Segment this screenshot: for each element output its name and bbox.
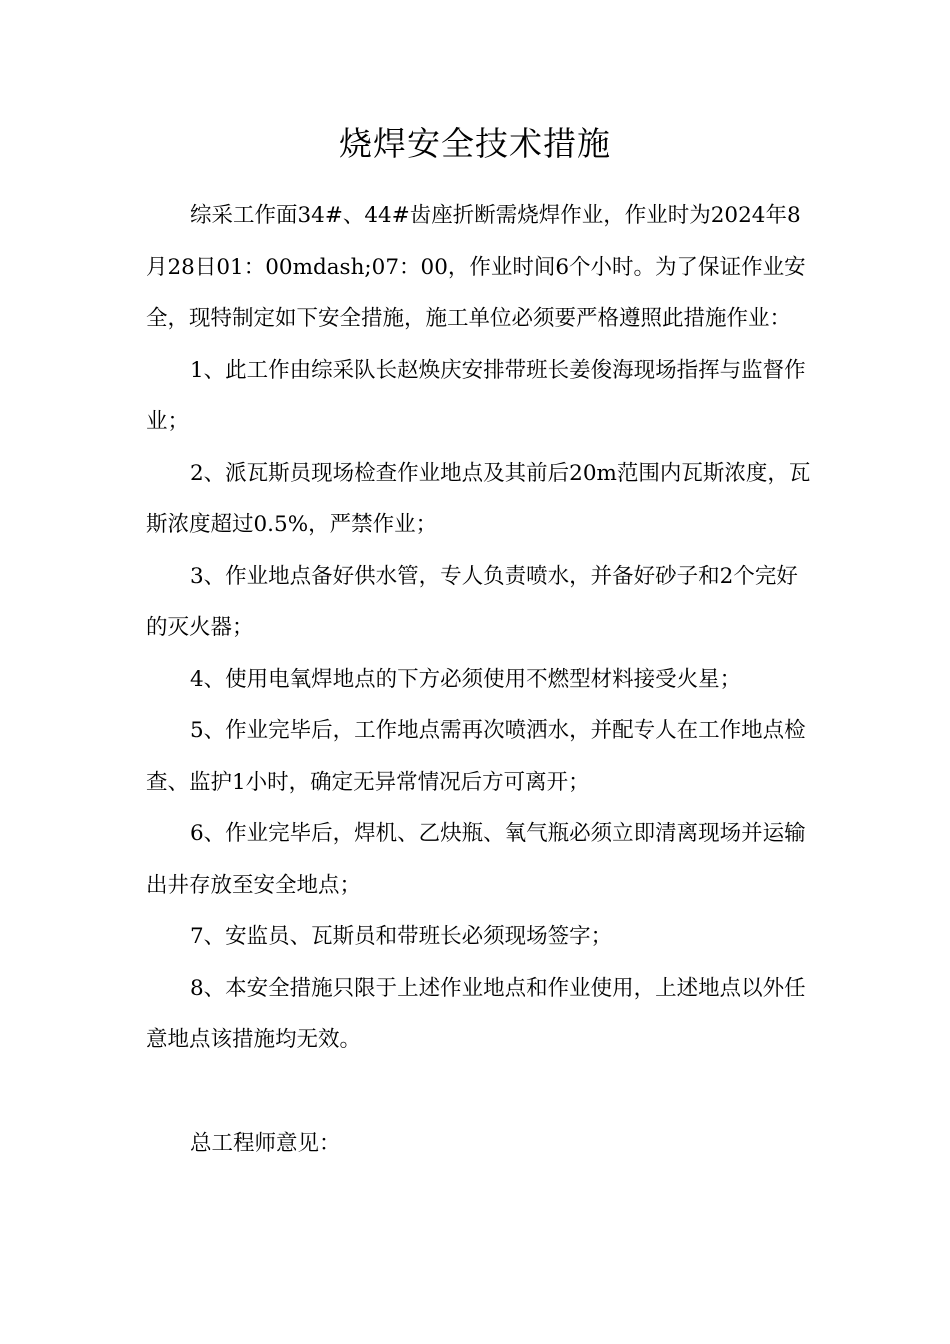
measure-item-1: 1、此工作由综采队长赵焕庆安排带班长姜俊海现场指挥与监督作业； <box>146 357 806 434</box>
measure-item-3: 3、作业地点备好供水管，专人负责喷水，并备好砂子和2个完好的灭火器； <box>146 563 798 640</box>
measure-item-2: 2、派瓦斯员现场检查作业地点及其前后20m范围内瓦斯浓度，瓦斯浓度超过0.5%，严禁作业； <box>146 460 811 537</box>
measure-item-4: 4、使用电氧焊地点的下方必须使用不燃型材料接受火星； <box>190 666 742 692</box>
measure-item-7: 7、安监员、瓦斯员和带班长必须现场签字； <box>190 924 613 949</box>
document-title: 烧焊安全技术措施 <box>339 124 611 163</box>
chief-engineer-opinion-label: 总工程师意见： <box>190 1130 341 1156</box>
document-body <box>146 190 811 1169</box>
measure-item-8: 8、本安全措施只限于上述作业地点和作业使用，上述地点以外任意地点该措施均无效。 <box>146 975 806 1052</box>
measure-item-5: 5、作业完毕后，工作地点需再次喷洒水，并配专人在工作地点检查、监护1小时，确定无异常情况后方可离开； <box>146 718 806 795</box>
spacer <box>146 1066 811 1118</box>
intro-paragraph: 综采工作面34#、44#齿座折断需烧焊作业，作业时为2024年8月28日01：00mdash;07：00，作业时间6个小时。为了保证作业安全，现特制定如下安全措施，施工单位必须要严格遵照此措施作业： <box>146 203 806 331</box>
measure-item-6: 6、作业完毕后，焊机、乙炔瓶、氧气瓶必须立即清离现场并运输出井存放至安全地点； <box>146 821 806 898</box>
